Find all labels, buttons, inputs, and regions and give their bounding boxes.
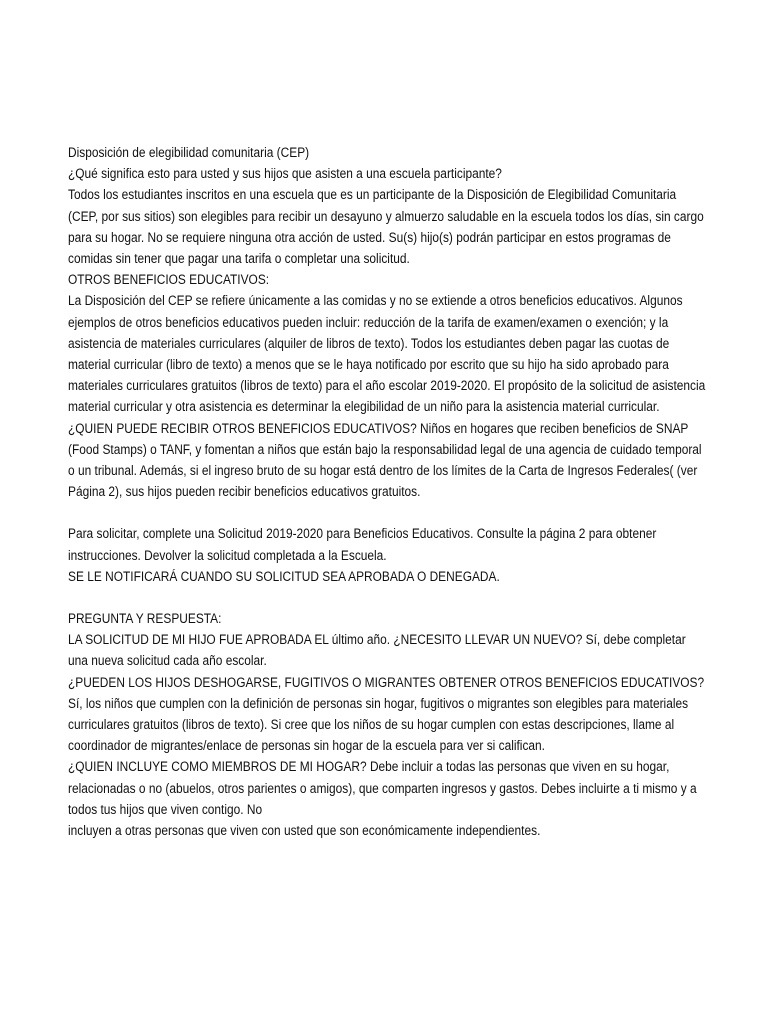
spacer (68, 588, 708, 609)
notification-notice: SE LE NOTIFICARÁ CUANDO SU SOLICITUD SEA APROBADA O DENEGADA. (68, 568, 500, 585)
document-title: Disposición de elegibilidad comunitaria (CEP) (68, 145, 310, 161)
qa-item-new-application: LA SOLICITUD DE MI HIJO FUE APROBADA EL último año. ¿NECESITO LLEVAR UN NUEVO? Sí, debe completar una nueva solicitud cada año escolar. (68, 632, 686, 670)
to-apply-paragraph: Para solicitar, complete una Solicitud 2019-2020 para Beneficios Educativos. Consulte la página 2 para obtener instrucciones. Devolver la solicitud completada a la Escuela. (68, 526, 657, 564)
other-benefits-paragraph: La Disposición del CEP se refiere únicamente a las comidas y no se extiende a otros beneficios educativos. Algunos ejemplos de otros beneficios educativos pueden incluir: reducción de la tarifa de examen/examen o exención; y la asistencia de materiales curriculares (alquiler de libros de texto). Todos los estudiantes deben pagar las cuotas de material curricular (libro de texto) a menos que se le haya notificado por escrito que su hijo ha sido aprobado para materiales curriculares gratuitos (libros de texto) para el año escolar 2019-2020. El propósito de la solicitud de asistencia material curricular y otra asistencia es determinar la elegibilidad de un niño para la asistencia material curricular. (68, 293, 706, 416)
intro-paragraph: Todos los estudiantes inscritos en una escuela que es un participante de la Disposición de Elegibilidad Comunitaria (CEP, por sus sitios) son elegibles para recibir un desayuno y almuerzo saludable en la escuela todos los días, sin cargo para su hogar. No se requiere ninguna otra acción de usted. Su(s) hijo(s) podrán participar en estos programas de comidas sin tener que pagar una tarifa o completar una solicitud. (68, 187, 704, 268)
qa-item-household-members: ¿QUIEN INCLUYE COMO MIEMBROS DE MI HOGAR? Debe incluir a todas las personas que viven en su hogar, relacionadas o no (abuelos, otros parientes o amigos), que comparten ingresos y gastos. Debes incluirte a ti mismo y a todos tus hijos que viven contigo. No (68, 759, 697, 818)
spacer (68, 503, 708, 524)
qa-heading: PREGUNTA Y RESPUESTA: (68, 611, 222, 628)
qa-item-household-members-continued: incluyen a otras personas que viven con usted que son económicamente independientes. (68, 823, 541, 840)
document-body (68, 143, 708, 842)
qa-item-homeless-migrant: ¿PUEDEN LOS HIJOS DESHOGARSE, FUGITIVOS O MIGRANTES OBTENER OTROS BENEFICIOS EDUCATIVOS? Sí, los niños que cumplen con la definición de personas sin hogar, fugitivos o migrantes son elegibles para materiales curriculares gratuitos (libros de texto). Si cree que los niños de su hogar cumplen con estas descripciones, llame al coordinador de migrantes/enlace de personas sin hogar de la escuela para ver si califican. (68, 674, 705, 755)
who-can-receive-paragraph: ¿QUIEN PUEDE RECIBIR OTROS BENEFICIOS EDUCATIVOS? Niños en hogares que reciben beneficios de SNAP (Food Stamps) o TANF, y fomentan a niños que están bajo la responsabilidad legal de una agencia de cuidado temporal o un tribunal. Además, si el ingreso bruto de su hogar está dentro de los límites de la Carta de Ingresos Federales( (ver Página 2), sus hijos pueden recibir beneficios educativos gratuitos. (68, 420, 702, 501)
intro-question: ¿Qué significa esto para usted y sus hijos que asisten a una escuela participante? (68, 166, 502, 183)
other-benefits-heading: OTROS BENEFICIOS EDUCATIVOS: (68, 272, 270, 289)
